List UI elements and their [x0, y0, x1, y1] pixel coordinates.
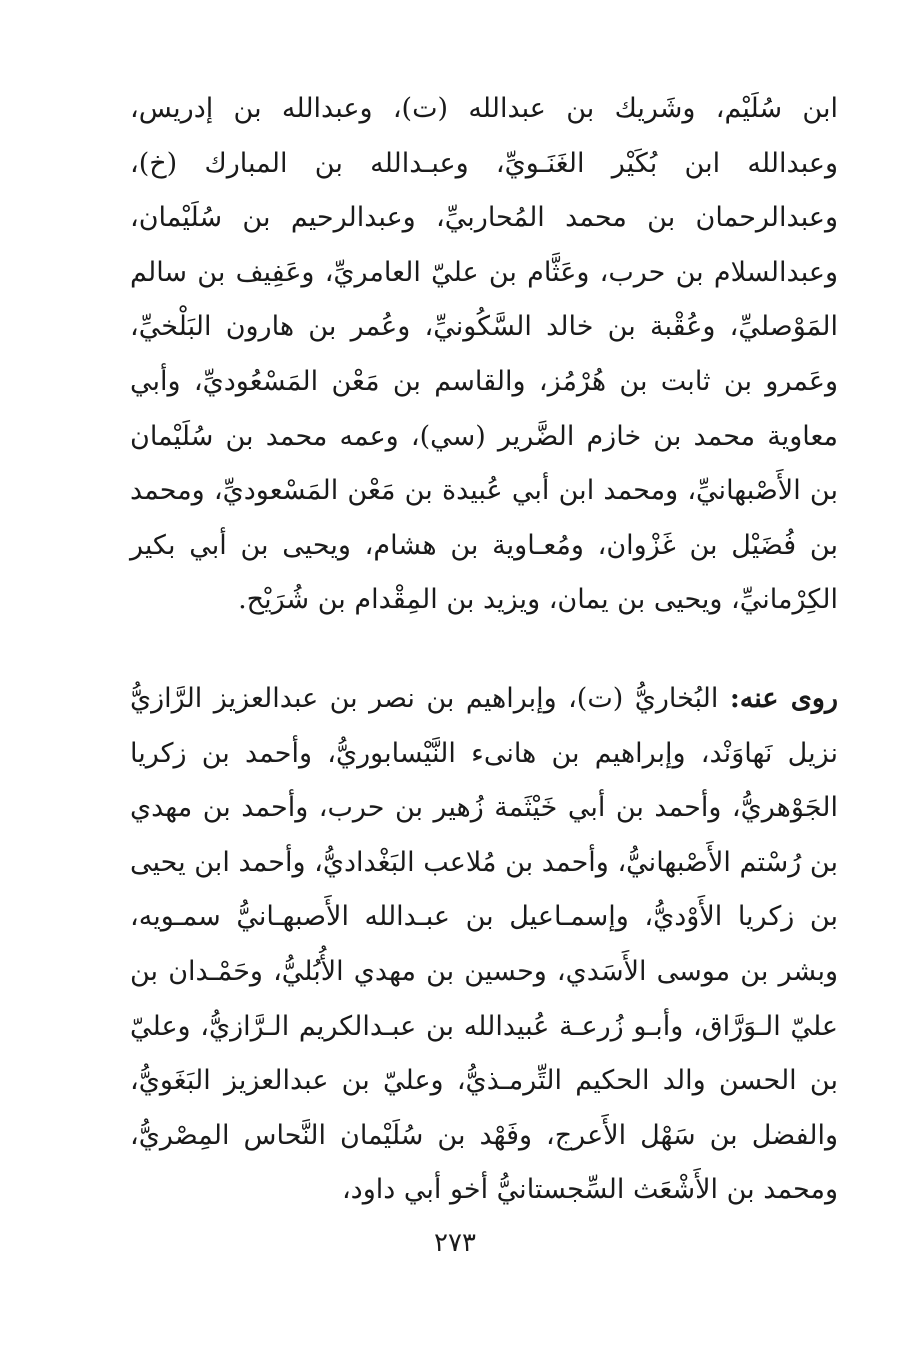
page-number: ٢٧٣: [434, 1228, 476, 1258]
paragraph-narrators-list: [130, 672, 838, 1218]
narrated-from-him-label: روى عنه:: [729, 683, 838, 714]
narrators-text: البُخاريُّ (ت)، وإبراهيم بن نصر بن عبدالعزيز الرَّازيُّ نزيل نَهاوَنْد، وإبراهيم بن هانىء النَّيْسابوريُّ، وأحمد بن زكريا الجَوْهريُّ، وأحمد بن أبي خَيْثَمة زُهير بن حرب، وأحمد بن مهدي بن رُسْتم الأَصْبهانيُّ، وأحمد بن مُلاعب البَغْداديُّ، وأحمد ابن يحيى بن زكريا الأَوْديُّ، وإسمـاعيل بن عبـدالله الأَصبهـانيُّ سمـويه، وبشر بن موسى الأَسَدي، وحسين بن مهدي الأُبُليُّ، وحَمْـدان بن عليّ الـوَرَّاق، وأبـو زُرعـة عُبيدالله بن عبـدالكريم الـرَّازيُّ، وعليّ بن الحسن والد الحكيم التِّرمـذيُّ، وعليّ بن عبدالعزيز البَغَويُّ، والفضل بن سَهْل الأَعرج، وفَهْد بن سُلَيْمان النَّحاس المِصْريُّ، ومحمد بن الأَشْعَث السِّجستانيُّ أخو أبي داود،: [130, 683, 838, 1206]
paragraph-teachers-list: ابن سُلَيْم، وشَريك بن عبدالله (ت)، وعبدالله بن إدريس، وعبدالله ابن بُكَيْر الغَنَـويِّ، وعبـدالله بن المبارك (خ)، وعبدالرحمان بن محمد المُحاربيِّ، وعبدالرحيم بن سُلَيْمان، وعبدالسلام بن حرب، وعَثَّام بن عليّ العامريِّ، وعَفِيف بن سالم المَوْصليِّ، وعُقْبة بن خالد السَّكُونيِّ، وعُمر بن هارون البَلْخيِّ، وعَمرو بن ثابت بن هُرْمُز، والقاسم بن مَعْن المَسْعُوديِّ، وأبي معاوية محمد بن خازم الضَّرير (سي)، وعمه محمد بن سُلَيْمان بن الأَصْبهانيِّ، ومحمد ابن أبي عُبيدة بن مَعْن المَسْعوديِّ، ومحمد بن فُضَيْل بن غَزْوان، ومُعـاوية بن هشام، ويحيى بن أبي بكير الكِرْمانيِّ، ويحيى بن يمان، ويزيد بن المِقْدام بن شُرَيْح.: [130, 93, 838, 616]
